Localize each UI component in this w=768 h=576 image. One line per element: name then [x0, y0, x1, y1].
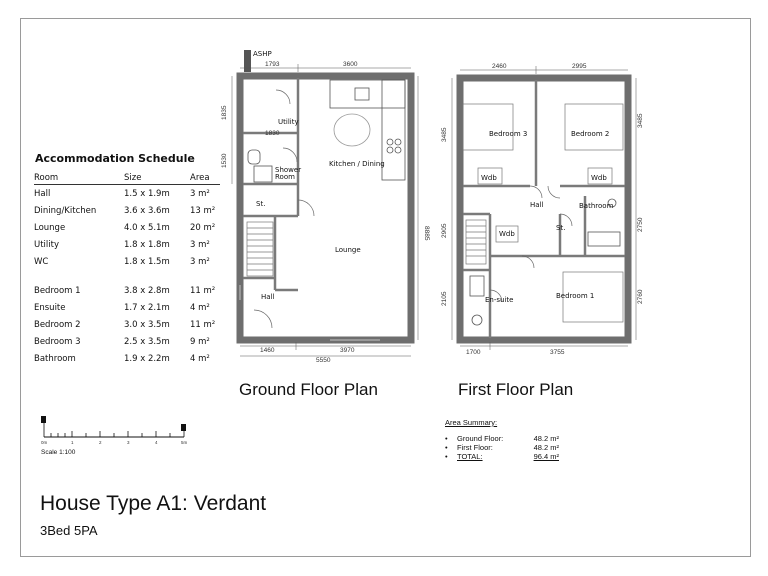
room-label-store: St.: [256, 200, 266, 208]
schedule-header-room: Room: [34, 172, 124, 185]
ground-stairs: [247, 222, 273, 276]
scale-tick-label: 5m: [181, 440, 188, 445]
area-value: 48.2 m²: [533, 443, 559, 452]
dim-gf-bottom-left: 1460: [260, 347, 275, 354]
house-type-subtitle: 3Bed 5PA: [40, 523, 98, 538]
room-name: Utility: [34, 239, 60, 250]
area-summary: [445, 418, 559, 461]
dim-gf-utility-inner: 1830: [265, 130, 280, 137]
bullet-icon: •: [445, 443, 448, 452]
first-floor-plan: [441, 63, 644, 356]
room-size: 3.0 x 3.5m: [124, 319, 170, 330]
room-label-bedroom3: Bedroom 3: [489, 130, 528, 138]
dim-ff-left-lower: 2105: [441, 291, 448, 306]
schedule-header-area: Area: [190, 172, 220, 185]
scale-tick-label: 0m: [41, 440, 48, 445]
room-label-bathroom: Bathroom: [579, 202, 614, 210]
room-area: 3 m²: [190, 256, 210, 267]
dim-gf-bottom-right: 3970: [340, 347, 355, 354]
room-size: 3.6 x 3.6m: [124, 205, 170, 216]
room-name: Dining/Kitchen: [34, 205, 97, 216]
room-label-bedroom2: Bedroom 2: [571, 130, 610, 138]
area-summary-title: Area Summary:: [445, 418, 498, 427]
bed-bedroom3: [463, 104, 513, 150]
dim-ff-left-mid: 2905: [441, 223, 448, 238]
scale-tick-label: 1: [71, 440, 74, 445]
area-summary-row: [445, 443, 559, 452]
scale-bar-end-marker: [181, 424, 186, 431]
room-label-wdb1: Wdb: [481, 174, 497, 182]
ground-floor-plan: [221, 50, 430, 364]
scale-caption: Scale 1:100: [41, 449, 76, 456]
kitchen-sink: [355, 88, 369, 100]
room-area: 11 m²: [190, 285, 216, 296]
room-label-hall: Hall: [261, 293, 275, 301]
room-name: Ensuite: [34, 302, 66, 313]
room-label-lounge: Lounge: [335, 246, 361, 254]
dim-ff-right-lower: 2760: [637, 289, 644, 304]
dim-gf-top-right: 3600: [343, 61, 358, 68]
room-area: 11 m²: [190, 319, 216, 330]
ground-floor-title: Ground Floor Plan: [239, 380, 378, 399]
scale-bar: [41, 416, 188, 445]
bathroom-fixtures: [470, 199, 620, 325]
area-value: 48.2 m²: [533, 434, 559, 443]
room-size: 2.5 x 3.5m: [124, 336, 170, 347]
schedule-header-size: Size: [124, 172, 190, 185]
house-type-title: House Type A1: Verdant: [40, 492, 267, 515]
room-label-store-ff: St.: [556, 224, 566, 232]
room-name: Bedroom 3: [34, 336, 81, 347]
scale-tick-label: 2: [99, 440, 102, 445]
room-area: 3 m²: [190, 188, 210, 199]
ashp-unit: [244, 50, 251, 72]
room-label-utility: Utility: [278, 118, 299, 126]
room-area: 20 m²: [190, 222, 216, 233]
room-name: Lounge: [34, 222, 66, 233]
bed-bedroom2: [565, 104, 623, 150]
area-label: First Floor:: [457, 443, 493, 452]
room-area: 3 m²: [190, 239, 210, 250]
room-name: Bathroom: [34, 353, 76, 364]
room-name: Bedroom 2: [34, 319, 81, 330]
dim-ff-right-upper: 3485: [637, 113, 644, 128]
room-name: Bedroom 1: [34, 285, 81, 296]
area-summary-row: [445, 452, 559, 461]
dim-ff-top-right: 2995: [572, 63, 587, 70]
room-size: 1.8 x 1.5m: [124, 256, 170, 267]
room-label-wdb2: Wdb: [591, 174, 607, 182]
bullet-icon: •: [445, 434, 448, 443]
scale-tick-label: 4: [155, 440, 158, 445]
scale-bar-start-marker: [41, 416, 46, 423]
schedule-title: Accommodation Schedule: [35, 152, 195, 165]
room-label-kitchen-dining: Kitchen / Dining: [329, 160, 385, 168]
bullet-icon: •: [445, 452, 448, 461]
room-name: WC: [34, 256, 49, 267]
room-size: 1.5 x 1.9m: [124, 188, 170, 199]
room-size: 1.7 x 2.1m: [124, 302, 170, 313]
area-label: Ground Floor:: [457, 434, 504, 443]
dining-table: [334, 114, 370, 146]
first-stairs: [466, 220, 486, 264]
ashp-label: ASHP: [253, 50, 272, 58]
room-label-bedroom1: Bedroom 1: [556, 292, 595, 300]
dim-ff-bottom-right: 3755: [550, 349, 565, 356]
room-area: 4 m²: [190, 302, 210, 313]
dim-ff-top-left: 2460: [492, 63, 507, 70]
room-name: Hall: [34, 188, 51, 199]
room-area: 13 m²: [190, 205, 216, 216]
dim-ff-left-upper: 3485: [441, 127, 448, 142]
room-size: 4.0 x 5.1m: [124, 222, 170, 233]
dim-gf-left-upper: 1835: [221, 105, 228, 120]
room-size: 3.8 x 2.8m: [124, 285, 170, 296]
room-label-wdb3: Wdb: [499, 230, 515, 238]
scale-tick-label: 3: [127, 440, 130, 445]
room-size: 1.8 x 1.8m: [124, 239, 170, 250]
room-label-ensuite: En-suite: [485, 296, 514, 304]
room-label-hall-ff: Hall: [530, 201, 544, 209]
dim-gf-right-total: 8885: [423, 226, 430, 241]
dim-gf-bottom-total: 5550: [316, 357, 331, 364]
room-size: 1.9 x 2.2m: [124, 353, 170, 364]
dim-gf-top-left: 1793: [265, 61, 280, 68]
area-summary-row: [445, 434, 559, 443]
bath-tub: [588, 232, 620, 246]
area-value: 96.4 m²: [533, 452, 559, 461]
room-area: 4 m²: [190, 353, 210, 364]
dim-ff-bottom-left: 1700: [466, 349, 481, 356]
room-label-shower: Shower Room: [275, 166, 302, 181]
area-label: TOTAL:: [457, 452, 483, 461]
shower-room-fixtures: [248, 150, 272, 182]
dim-gf-left-mid: 1530: [221, 153, 228, 168]
room-area: 9 m²: [190, 336, 210, 347]
first-floor-title: First Floor Plan: [458, 380, 574, 399]
dim-ff-right-mid: 2750: [637, 217, 644, 232]
